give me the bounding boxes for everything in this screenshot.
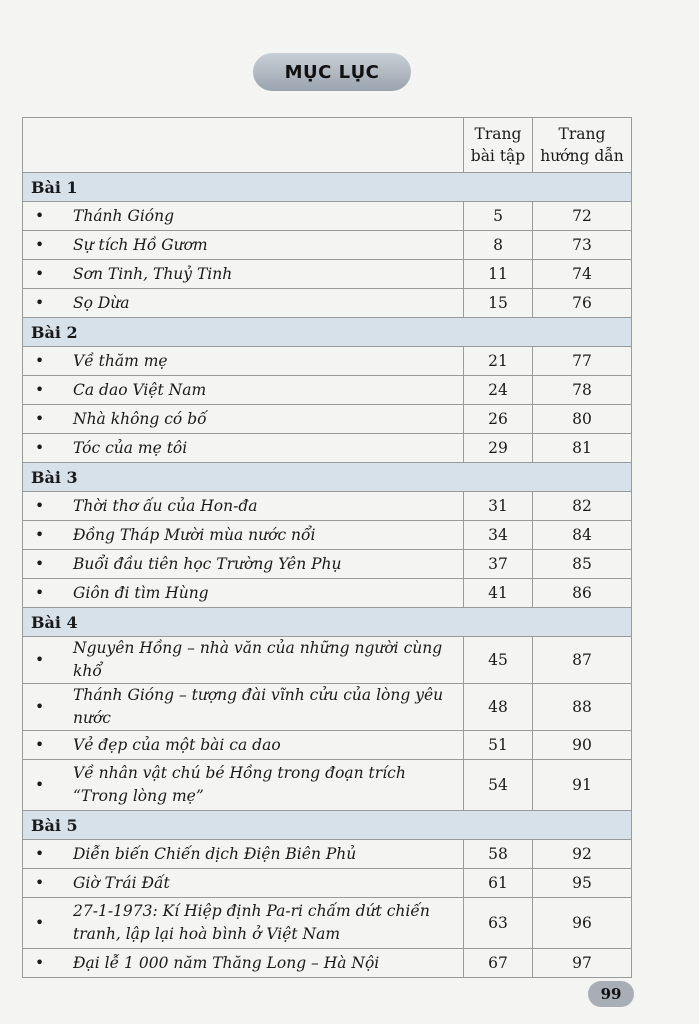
toc-entry-title[interactable]: Sọ Dừa <box>73 293 130 312</box>
toc-entry-title-cell <box>23 492 464 521</box>
guide-page-number: 73 <box>533 231 632 260</box>
toc-row[interactable] <box>23 521 632 550</box>
toc-entry-title[interactable]: Giôn đi tìm Hùng <box>73 583 209 602</box>
toc-table <box>22 117 632 978</box>
toc-entry-title-cell <box>23 376 464 405</box>
toc-entry-title-cell <box>23 949 464 978</box>
bullet-icon: • <box>35 526 45 544</box>
bullet-icon: • <box>35 352 45 370</box>
toc-row[interactable] <box>23 376 632 405</box>
toc-row[interactable] <box>23 840 632 869</box>
section-row <box>23 463 632 492</box>
toc-entry-title-cell <box>23 231 464 260</box>
toc-row[interactable] <box>23 260 632 289</box>
toc-entry-title[interactable]: Nguyên Hồng – nhà văn của những người cùng khổ <box>73 639 443 680</box>
toc-entry-title[interactable]: Thời thơ ấu của Hon-đa <box>73 496 258 515</box>
toc-entry-title-cell <box>23 760 464 811</box>
toc-entry-title[interactable]: Tóc của mẹ tôi <box>73 438 188 457</box>
guide-page-number: 84 <box>533 521 632 550</box>
header-guide-line2: hướng dẫn <box>540 147 624 165</box>
section-row <box>23 173 632 202</box>
guide-page-number: 85 <box>533 550 632 579</box>
guide-page-number: 78 <box>533 376 632 405</box>
toc-entry-title[interactable]: Về thăm mẹ <box>73 351 168 370</box>
toc-row[interactable] <box>23 202 632 231</box>
header-exercise-cell <box>464 118 533 173</box>
toc-entry-title-cell <box>23 202 464 231</box>
toc-row[interactable] <box>23 731 632 760</box>
exercise-page-number: 67 <box>464 949 533 978</box>
exercise-page-number: 41 <box>464 579 533 608</box>
toc-row[interactable] <box>23 289 632 318</box>
bullet-icon: • <box>35 914 45 932</box>
header-guide-cell <box>533 118 632 173</box>
exercise-page-number: 37 <box>464 550 533 579</box>
bullet-icon: • <box>35 265 45 283</box>
section-row <box>23 608 632 637</box>
toc-entry-title-cell <box>23 550 464 579</box>
toc-row[interactable] <box>23 949 632 978</box>
toc-row[interactable] <box>23 347 632 376</box>
exercise-page-number: 61 <box>464 869 533 898</box>
header-title-cell <box>23 118 464 173</box>
exercise-page-number: 11 <box>464 260 533 289</box>
guide-page-number: 72 <box>533 202 632 231</box>
toc-entry-title-cell <box>23 434 464 463</box>
guide-page-number: 87 <box>533 637 632 684</box>
toc-row[interactable] <box>23 684 632 731</box>
toc-entry-title-cell <box>23 289 464 318</box>
toc-row[interactable] <box>23 579 632 608</box>
exercise-page-number: 5 <box>464 202 533 231</box>
guide-page-number: 74 <box>533 260 632 289</box>
bullet-icon: • <box>35 954 45 972</box>
guide-page-number: 77 <box>533 347 632 376</box>
toc-row[interactable] <box>23 492 632 521</box>
bullet-icon: • <box>35 651 45 669</box>
toc-row[interactable] <box>23 405 632 434</box>
toc-entry-title-cell <box>23 637 464 684</box>
toc-heading-badge <box>253 53 411 91</box>
toc-entry-title-cell <box>23 521 464 550</box>
guide-page-number: 96 <box>533 898 632 949</box>
toc-entry-title[interactable]: Thánh Gióng <box>73 206 175 225</box>
exercise-page-number: 21 <box>464 347 533 376</box>
guide-page-number: 91 <box>533 760 632 811</box>
bullet-icon: • <box>35 845 45 863</box>
bullet-icon: • <box>35 698 45 716</box>
toc-entry-title[interactable]: Ca dao Việt Nam <box>73 380 207 399</box>
page-number: 99 <box>588 981 634 1007</box>
section-title: Bài 3 <box>23 463 632 492</box>
toc-entry-title[interactable]: Thánh Gióng – tượng đài vĩnh cửu của lòng yêu nước <box>73 686 444 727</box>
bullet-icon: • <box>35 874 45 892</box>
exercise-page-number: 58 <box>464 840 533 869</box>
exercise-page-number: 26 <box>464 405 533 434</box>
guide-page-number: 92 <box>533 840 632 869</box>
header-guide-line1: Trang <box>558 125 606 143</box>
section-title: Bài 5 <box>23 811 632 840</box>
toc-row[interactable] <box>23 231 632 260</box>
guide-page-number: 95 <box>533 869 632 898</box>
toc-row[interactable] <box>23 434 632 463</box>
section-title: Bài 2 <box>23 318 632 347</box>
toc-entry-title-cell <box>23 260 464 289</box>
toc-entry-title[interactable]: 27-1-1973: Kí Hiệp định Pa-ri chấm dứt chiến tranh, lập lại hoà bình ở Việt Nam <box>73 902 430 943</box>
bullet-icon: • <box>35 381 45 399</box>
toc-entry-title[interactable]: Sơn Tinh, Thuỷ Tinh <box>73 264 233 283</box>
exercise-page-number: 15 <box>464 289 533 318</box>
exercise-page-number: 24 <box>464 376 533 405</box>
guide-page-number: 97 <box>533 949 632 978</box>
exercise-page-number: 8 <box>464 231 533 260</box>
section-title: Bài 4 <box>23 608 632 637</box>
section-title: Bài 1 <box>23 173 632 202</box>
toc-entry-title[interactable]: Vẻ đẹp của một bài ca dao <box>73 735 281 754</box>
exercise-page-number: 48 <box>464 684 533 731</box>
toc-entry-title-cell <box>23 579 464 608</box>
toc-entry-title[interactable]: Nhà không có bố <box>73 409 207 428</box>
section-row <box>23 811 632 840</box>
toc-header-row <box>23 118 632 173</box>
toc-entry-title[interactable]: Đồng Tháp Mười mùa nước nổi <box>73 525 316 544</box>
header-exercise-line2: bài tập <box>470 147 526 165</box>
guide-page-number: 82 <box>533 492 632 521</box>
guide-page-number: 86 <box>533 579 632 608</box>
bullet-icon: • <box>35 294 45 312</box>
toc-entry-title-cell <box>23 684 464 731</box>
toc-entry-title-cell <box>23 405 464 434</box>
toc-entry-title[interactable]: Sự tích Hồ Gươm <box>73 235 208 254</box>
toc-entry-title-cell <box>23 731 464 760</box>
exercise-page-number: 54 <box>464 760 533 811</box>
toc-entry-title[interactable]: Diễn biến Chiến dịch Điện Biên Phủ <box>73 844 357 863</box>
guide-page-number: 76 <box>533 289 632 318</box>
exercise-page-number: 51 <box>464 731 533 760</box>
toc-entry-title-cell <box>23 840 464 869</box>
toc-heading: MỤC LỤC <box>284 61 380 83</box>
guide-page-number: 81 <box>533 434 632 463</box>
exercise-page-number: 31 <box>464 492 533 521</box>
toc-entry-title-cell <box>23 347 464 376</box>
guide-page-number: 90 <box>533 731 632 760</box>
bullet-icon: • <box>35 497 45 515</box>
toc-entry-title[interactable]: Về nhân vật chú bé Hồng trong đoạn trích “Trong lòng mẹ” <box>73 764 406 805</box>
bullet-icon: • <box>35 410 45 428</box>
guide-page-number: 88 <box>533 684 632 731</box>
toc-row[interactable] <box>23 550 632 579</box>
toc-entry-title[interactable]: Đại lễ 1 000 năm Thăng Long – Hà Nội <box>73 953 380 972</box>
bullet-icon: • <box>35 736 45 754</box>
toc-row[interactable] <box>23 760 632 811</box>
toc-row[interactable] <box>23 637 632 684</box>
exercise-page-number: 29 <box>464 434 533 463</box>
exercise-page-number: 34 <box>464 521 533 550</box>
bullet-icon: • <box>35 555 45 573</box>
toc-entry-title-cell <box>23 898 464 949</box>
toc-entry-title-cell <box>23 869 464 898</box>
bullet-icon: • <box>35 207 45 225</box>
toc-row[interactable] <box>23 898 632 949</box>
exercise-page-number: 63 <box>464 898 533 949</box>
header-exercise-line1: Trang <box>474 125 522 143</box>
bullet-icon: • <box>35 776 45 794</box>
toc-entry-title[interactable]: Buổi đầu tiên học Trường Yên Phụ <box>73 554 342 573</box>
bullet-icon: • <box>35 584 45 602</box>
guide-page-number: 80 <box>533 405 632 434</box>
exercise-page-number: 45 <box>464 637 533 684</box>
toc-entry-title[interactable]: Giờ Trái Đất <box>73 873 170 892</box>
toc-row[interactable] <box>23 869 632 898</box>
bullet-icon: • <box>35 439 45 457</box>
bullet-icon: • <box>35 236 45 254</box>
section-row <box>23 318 632 347</box>
